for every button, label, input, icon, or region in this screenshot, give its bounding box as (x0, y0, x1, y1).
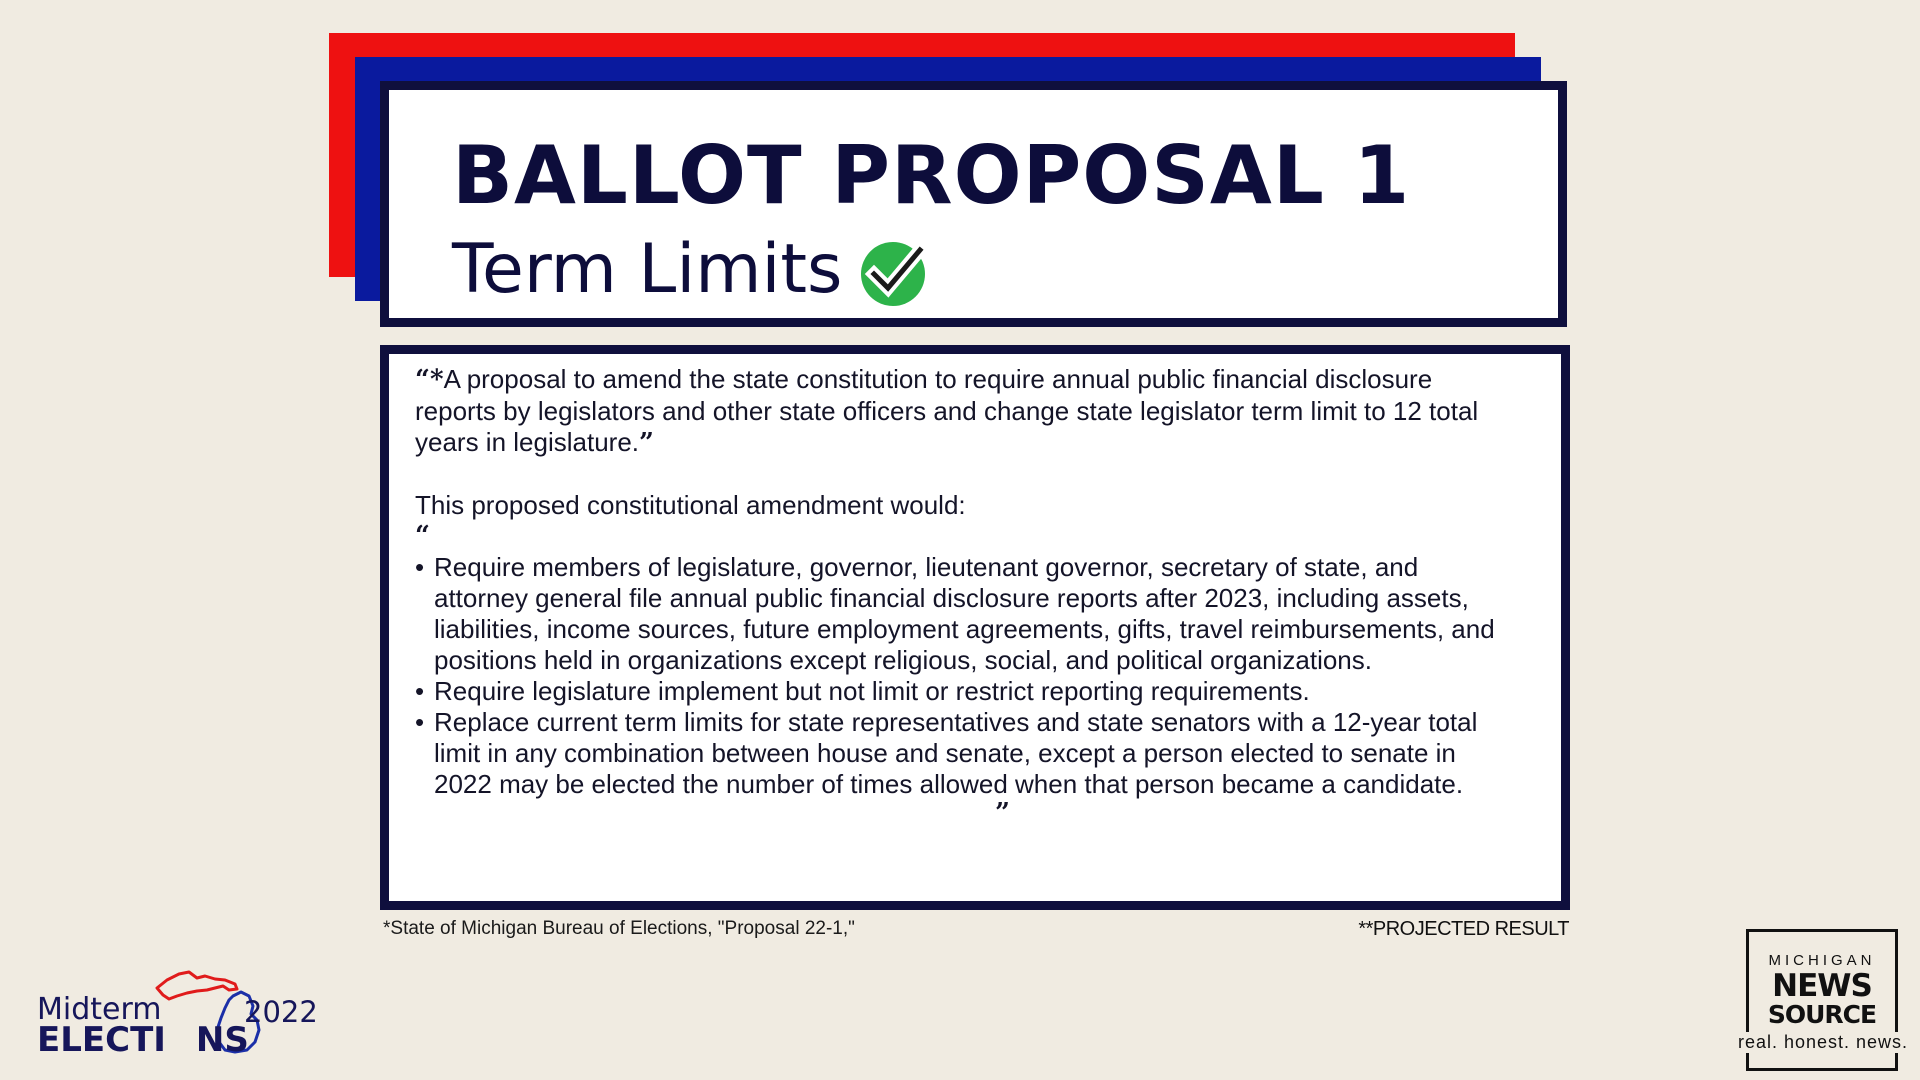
logo-elections-text (37, 1020, 249, 1060)
logo-source-text: SOURCE (1767, 1000, 1877, 1029)
page-title: BALLOT PROPOSAL 1 (452, 129, 1411, 222)
check-circle-icon (860, 237, 930, 307)
logo-elections-part-b: NS (195, 1020, 249, 1060)
logo-midterm-text: Midterm (37, 992, 162, 1027)
amendment-list (415, 552, 1515, 800)
proposal-text (415, 364, 1515, 826)
summary-text: A proposal to amend the state constitution to require annual public financial disclosure reports by legislators and other state officers and change state legislator term limit to 12 total years in legislature. (415, 364, 1479, 457)
logo-news-text: NEWS (1772, 968, 1872, 1004)
open-quote: “* (415, 365, 444, 395)
midterm-elections-logo (37, 962, 327, 1062)
logo-elections-part-a: ELECTI (37, 1020, 166, 1060)
page-subtitle: Term Limits (452, 230, 843, 309)
amendment-lead: This proposed constitutional amendment would: (415, 490, 966, 520)
projected-result-note: **PROJECTED RESULT (1358, 918, 1569, 940)
subtitle-row (452, 230, 930, 310)
list-item: • Require members of legislature, governor, lieutenant governor, secretary of state, and attorney general file annual public financial disclosure reports after 2023, including assets, liabilities, income sources, future employment agreements, gifts, travel reimbursements, and positions held in organizations except religious, social, and political organizations. (415, 552, 1515, 676)
list-item: • Require legislature implement but not limit or restrict reporting requirements. (415, 676, 1515, 707)
close-quote: ” (639, 428, 654, 458)
list-close-quote: ” (995, 798, 1010, 828)
title-panel (380, 81, 1567, 327)
logo-tagline: real. honest. news. (1731, 1032, 1915, 1053)
source-footnote: *State of Michigan Bureau of Elections, "Proposal 22-1," (383, 918, 855, 939)
logo-michigan-text: MICHIGAN (1768, 952, 1876, 969)
proposal-description-panel (380, 345, 1570, 910)
list-item: • Replace current term limits for state representatives and state senators with a 12-year total limit in any combination between house and senate, except a person elected to senate in 2022 may be elected the number of times allowed when that person became a candidate. (415, 707, 1515, 800)
list-open-quote: “ (415, 521, 430, 551)
michigan-news-source-logo (1737, 929, 1909, 1071)
logo-year-text: 2022 (244, 995, 318, 1029)
proposal-summary (415, 364, 1515, 459)
